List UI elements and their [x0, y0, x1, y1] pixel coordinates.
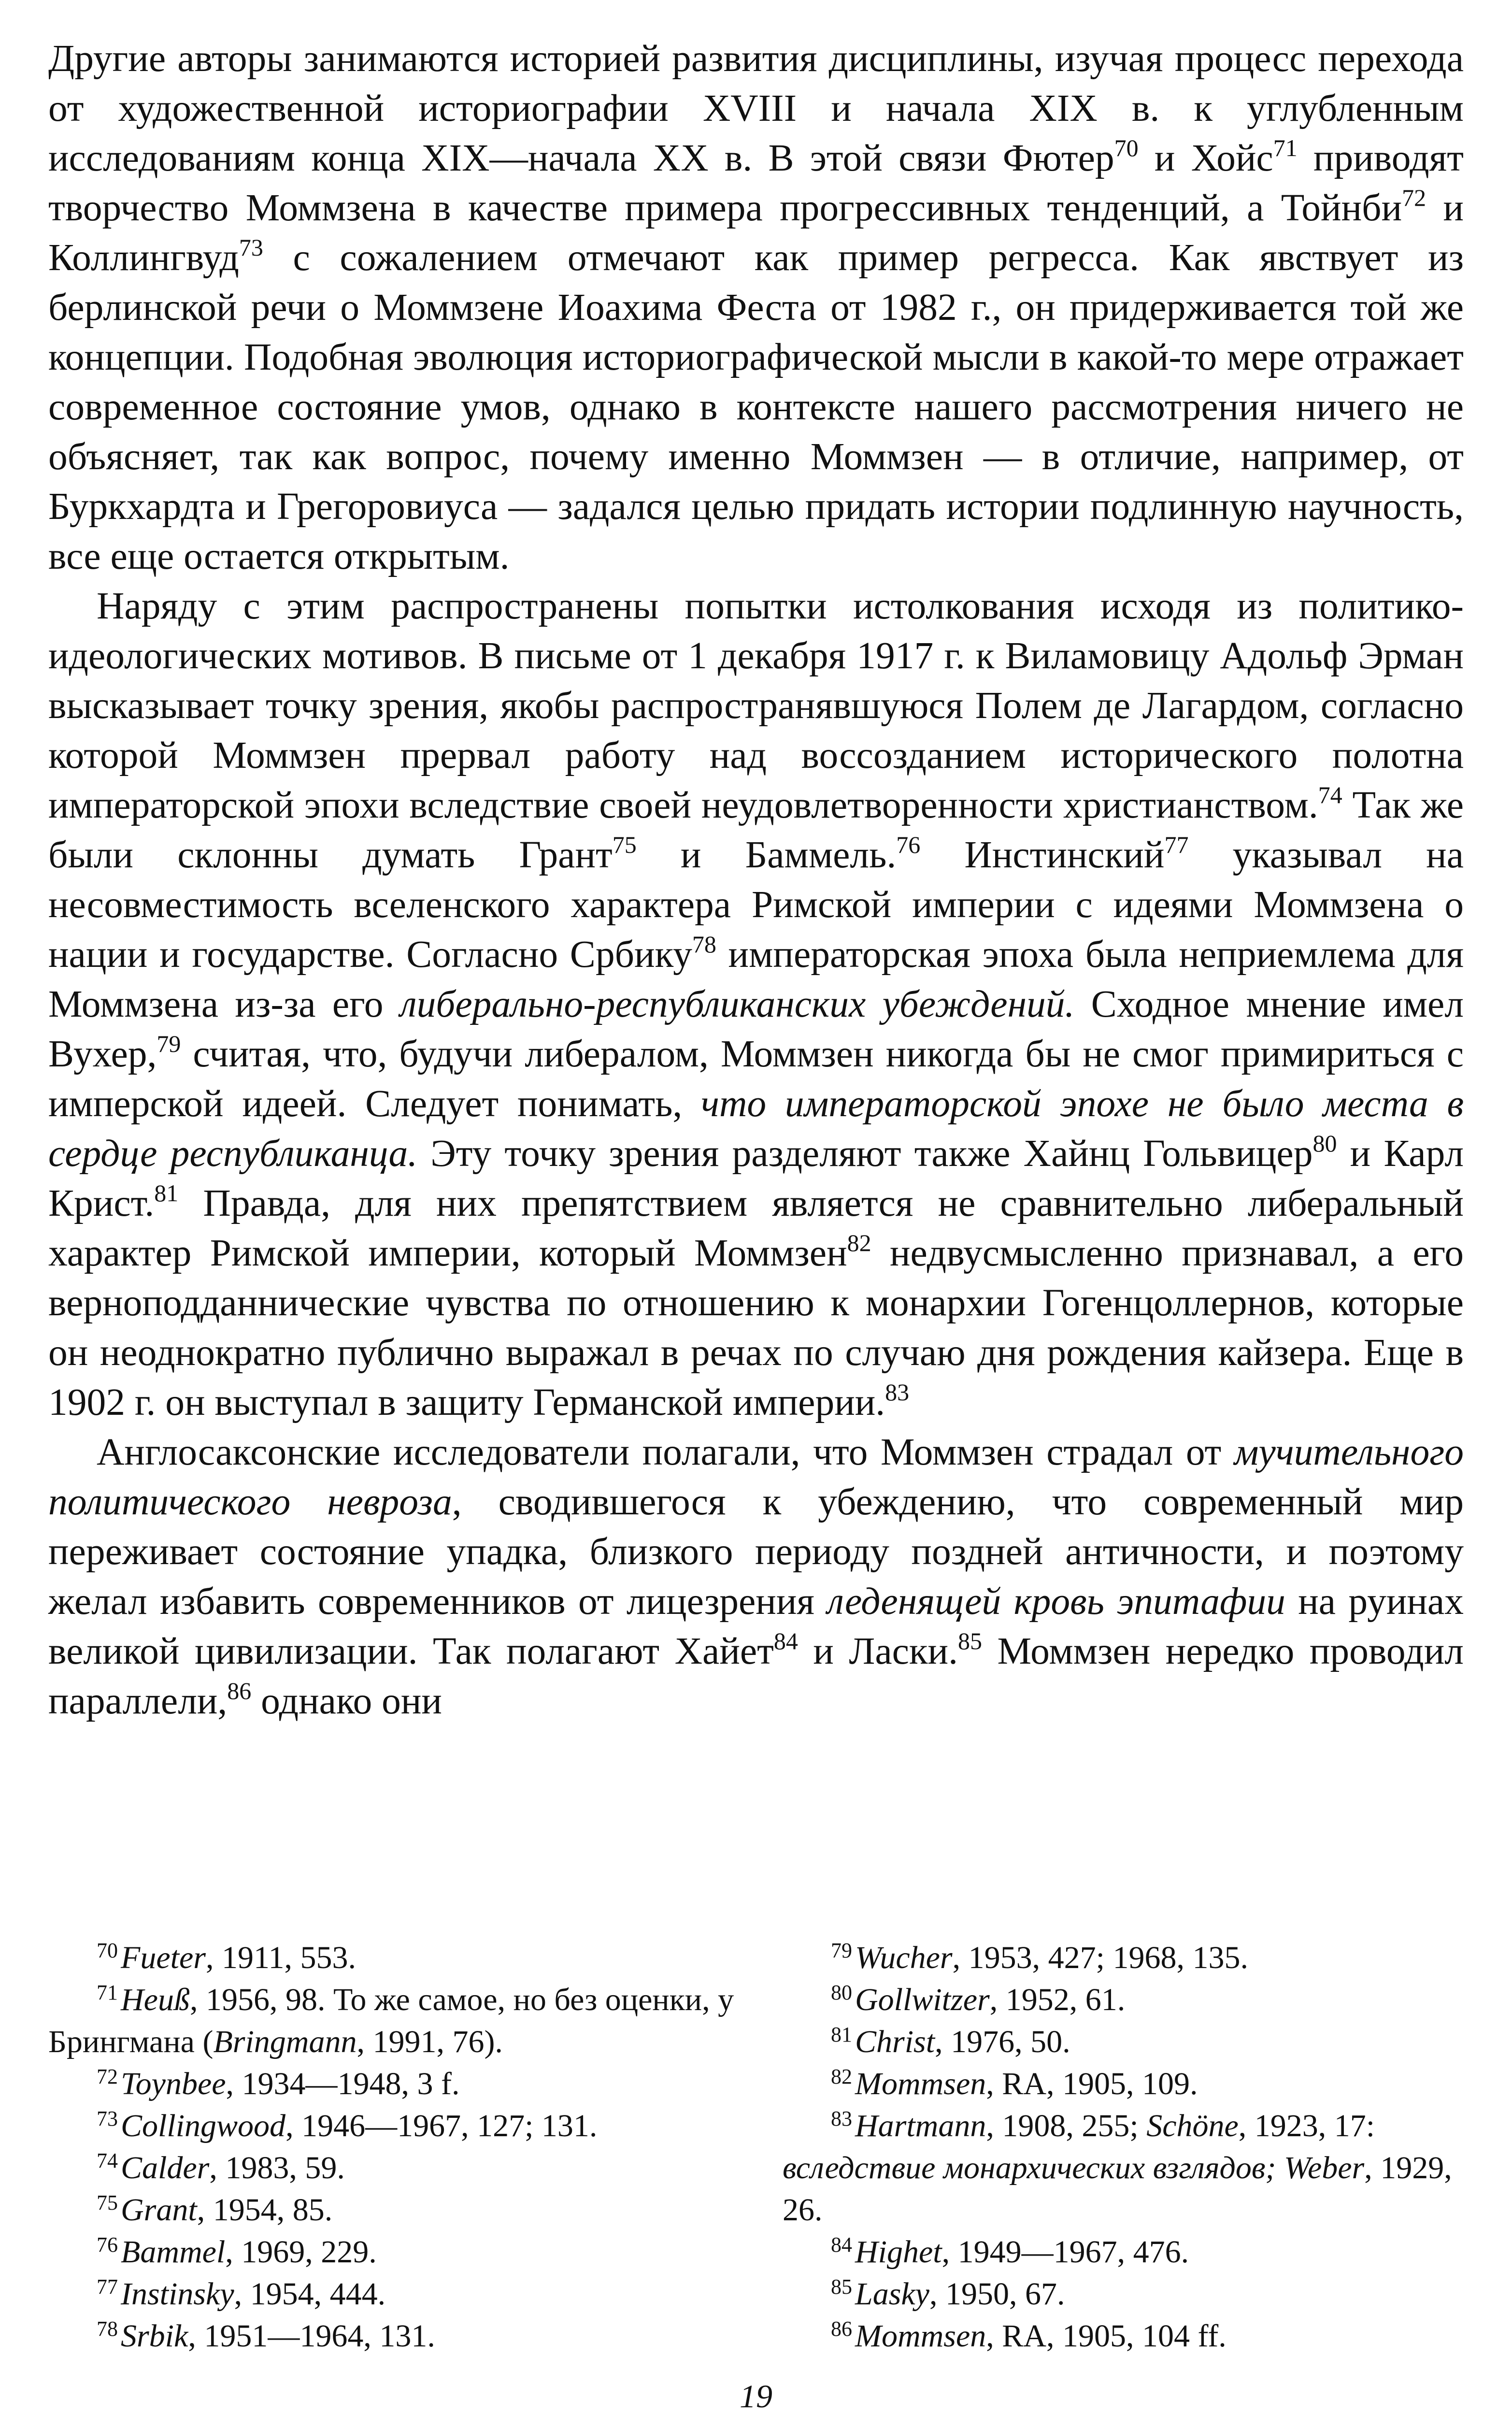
text-run: указывал на несовместимость вселенского характера Римской империи с идеями Моммзена о нации и государстве. Согласно Србику [48, 834, 1464, 976]
footnote-number: 72 [97, 2065, 118, 2088]
italic-text: Wucher [855, 1940, 953, 1975]
text-run: , 1908, 255; [986, 2108, 1147, 2143]
italic-text: Bringmann [213, 2024, 357, 2059]
text-run: , сводившегося к убеждению, что современный мир переживает состояние упадка, близкого периоду поздней античности, и поэтому желал избавить современников от лицезрения [48, 1481, 1464, 1623]
text-run: , 1949—1967, 476. [941, 2234, 1189, 2270]
italic-text: мучительного политического невроза [48, 1431, 1464, 1523]
italic-text: Lasky [855, 2276, 929, 2312]
footnote [783, 2273, 1469, 2315]
footnote-number: 71 [97, 1981, 118, 2004]
text-run: , 1983, 59. [209, 2150, 345, 2186]
footnote-ref: 81 [154, 1179, 179, 1207]
text-run: , 1934—1948, 3 f. [226, 2066, 460, 2101]
footnote-ref: 86 [227, 1677, 252, 1704]
italic-text: Toynbee [121, 2066, 226, 2101]
paragraph [48, 581, 1464, 1427]
footnotes-left-column [48, 1937, 734, 2357]
text-run: Другие авторы занимаются историей развития дисциплины, изучая процесс перехода от художественной историографии XVIII и начала XIX в. к углубленным исследованиям конца XIX—начала XX в. В этой связи Фютер [48, 37, 1464, 179]
text-run: , 1976, 50. [935, 2024, 1070, 2059]
text-run: , 1923, 17: [1238, 2108, 1375, 2143]
italic-text: Bammel [121, 2234, 226, 2270]
text-run [1276, 2150, 1284, 2186]
text-run: однако они [251, 1680, 442, 1722]
footnote [48, 2315, 734, 2357]
italic-text: Gollwitzer [855, 1982, 990, 2017]
footnote-ref: 80 [1312, 1130, 1337, 1157]
footnote [48, 1937, 734, 1979]
text-run: , 1954, 85. [197, 2192, 333, 2228]
text-run: , 1952, 61. [989, 1982, 1126, 2017]
text-run: , 1954, 444. [234, 2276, 386, 2312]
main-text [48, 34, 1464, 1726]
text-run: на руинах великой цивилизации. Так полагают Хайет [48, 1580, 1464, 1672]
footnote-number: 75 [97, 2191, 118, 2215]
italic-text: Srbik [121, 2318, 188, 2354]
footnote-number: 79 [831, 1939, 852, 1962]
italic-text: Schöne [1146, 2108, 1239, 2143]
footnote-ref: 74 [1318, 781, 1342, 808]
text-run: , 1953, 427; 1968, 135. [952, 1940, 1248, 1975]
italic-text: Heuß [121, 1982, 190, 2017]
italic-text: Highet [855, 2234, 942, 2270]
footnote-ref: 73 [239, 234, 263, 261]
text-run: и Карл Крист. [48, 1132, 1464, 1224]
footnote-number: 77 [97, 2275, 118, 2299]
italic-text: Grant [121, 2192, 197, 2228]
footnotes-right-column [783, 1937, 1469, 2357]
text-run: Наряду с этим распространены попытки истолкования исходя из политико-идеологических мотивов. В письме от 1 декабря 1917 г. к Виламовицу Адольф Эрман высказывает точку зрения, якобы распространявшуюся Полем де Лагардом, согласно которой Моммзен прервал работу над воссозданием исторического полотна императорской эпохи вследствие своей неудовлетворенности христианством. [48, 585, 1464, 826]
footnote [783, 1979, 1469, 2021]
footnote-ref: 79 [157, 1030, 181, 1057]
italic-text: Calder [121, 2150, 210, 2186]
footnote-ref: 70 [1114, 134, 1139, 161]
text-run: считая, что, будучи либералом, Моммзен никогда бы не смог примириться с имперской идеей. Следует понимать, [48, 1033, 1464, 1125]
text-run: , RA, 1905, 109. [986, 2066, 1198, 2101]
italic-text: Christ [855, 2024, 935, 2059]
footnote [783, 2063, 1469, 2105]
text-run: , 1956, 98. То же самое, но без оценки, у Брингмана ( [48, 1982, 734, 2059]
italic-text: вследствие монархических взглядов; [783, 2150, 1276, 2186]
footnote-number: 82 [831, 2065, 852, 2088]
footnote [48, 2273, 734, 2315]
text-run: Эту точку зрения разделяют также Хайнц Гольвицер [417, 1132, 1313, 1175]
footnote-ref: 85 [957, 1627, 982, 1654]
text-run: , 1946—1967, 127; 131. [285, 2108, 598, 2143]
text-run: , 1951—1964, 131. [188, 2318, 435, 2354]
text-run: , 1929, 26. [783, 2150, 1452, 2228]
footnote-ref: 83 [885, 1379, 910, 1406]
footnote [783, 2021, 1469, 2063]
text-run: , 1950, 67. [929, 2276, 1065, 2312]
footnote-ref: 84 [773, 1627, 798, 1654]
text-run: Так же были склонны думать Грант [48, 784, 1464, 876]
text-run: приводят творчество Моммзена в качестве примера прогрессивных тенденций, а Тойнби [48, 137, 1464, 229]
footnote [783, 2105, 1469, 2231]
text-run: императорская эпоха была неприемлема для Моммзена из-за его [48, 933, 1464, 1025]
footnote-number: 78 [97, 2317, 118, 2341]
footnote-number: 73 [97, 2107, 118, 2130]
footnote [783, 1937, 1469, 1979]
text-run: с сожалением отмечают как пример регресса. Как явствует из берлинской речи о Моммзене Иоахима Феста от 1982 г., он придерживается той же концепции. Подобная эволюция историографической мысли в какой-то мере отражает современное состояние умов, однако в контексте нашего рассмотрения ничего не объясняет, так как вопрос, почему именно Моммзен — в отличие, например, от Буркхардта и Грегоровиуса — задался целью придать истории подлинную научность, все еще остается открытым. [48, 236, 1464, 577]
footnote-number: 81 [831, 2023, 852, 2046]
footnote [48, 2105, 734, 2147]
footnote-number: 85 [831, 2275, 852, 2299]
footnote [48, 2189, 734, 2231]
footnote [48, 2147, 734, 2189]
footnote-ref: 78 [692, 931, 716, 958]
footnote [783, 2231, 1469, 2273]
footnote-number: 76 [97, 2233, 118, 2257]
footnote-ref: 72 [1402, 184, 1426, 211]
footnote-ref: 75 [612, 831, 637, 858]
italic-text: леденящей кровь эпитафии [827, 1580, 1285, 1623]
text-run: и Баммель. [636, 834, 897, 876]
footnote-number: 70 [97, 1939, 118, 1962]
text-run: Сходное мнение имел Вухер, [48, 983, 1464, 1075]
footnote-ref: 76 [896, 831, 921, 858]
text-run: , RA, 1905, 104 ff. [986, 2318, 1227, 2354]
italic-text: Mommsen [855, 2066, 986, 2101]
footnote [48, 1979, 734, 2063]
italic-text: Weber [1284, 2150, 1365, 2186]
text-run: недвусмысленно признавал, а его верноподданнические чувства по отношению к монархии Гогенцоллернов, которые он неоднократно публично выражал в речах по случаю дня рождения кайзера. Еще в 1902 г. он выступал в защиту Германской империи. [48, 1232, 1464, 1424]
text-run: и Коллингвуд [48, 187, 1464, 279]
italic-text: Instinsky [121, 2276, 234, 2312]
italic-text: либерально-республиканских убеждений. [399, 983, 1075, 1025]
footnote-number: 83 [831, 2107, 852, 2130]
italic-text: Mommsen [855, 2318, 986, 2354]
text-run: Моммзен нередко проводил параллели, [48, 1630, 1464, 1722]
footnote [783, 2315, 1469, 2357]
text-run: Правда, для них препятствием является не сравнительно либеральный характер Римской империи, который Моммзен [48, 1182, 1464, 1274]
paragraph [48, 34, 1464, 581]
paragraph [48, 1427, 1464, 1726]
text-run: и Хойс [1138, 137, 1273, 179]
text-run: , 1991, 76). [357, 2024, 503, 2059]
italic-text: Hartmann [855, 2108, 986, 2143]
italic-text: Fueter [121, 1940, 206, 1975]
footnote-ref: 82 [847, 1229, 871, 1256]
footnote-ref: 71 [1273, 134, 1298, 161]
footnote [48, 2063, 734, 2105]
text-run: Инстинский [920, 834, 1165, 876]
italic-text: что императорской эпохе не было места в сердце республиканца. [48, 1082, 1464, 1175]
italic-text: Collingwood [121, 2108, 286, 2143]
page-number: 19 [740, 2378, 772, 2415]
footnote-number: 74 [97, 2149, 118, 2172]
text-run: , 1969, 229. [225, 2234, 377, 2270]
text-run: , 1911, 553. [205, 1940, 356, 1975]
footnote [48, 2231, 734, 2273]
text-run: и Ласки. [798, 1630, 958, 1672]
footnote-number: 80 [831, 1981, 852, 2004]
text-run: Англосаксонские исследователи полагали, что Моммзен страдал от [97, 1431, 1234, 1473]
footnote-number: 86 [831, 2317, 852, 2341]
footnote-number: 84 [831, 2233, 852, 2257]
footnote-ref: 77 [1164, 831, 1189, 858]
